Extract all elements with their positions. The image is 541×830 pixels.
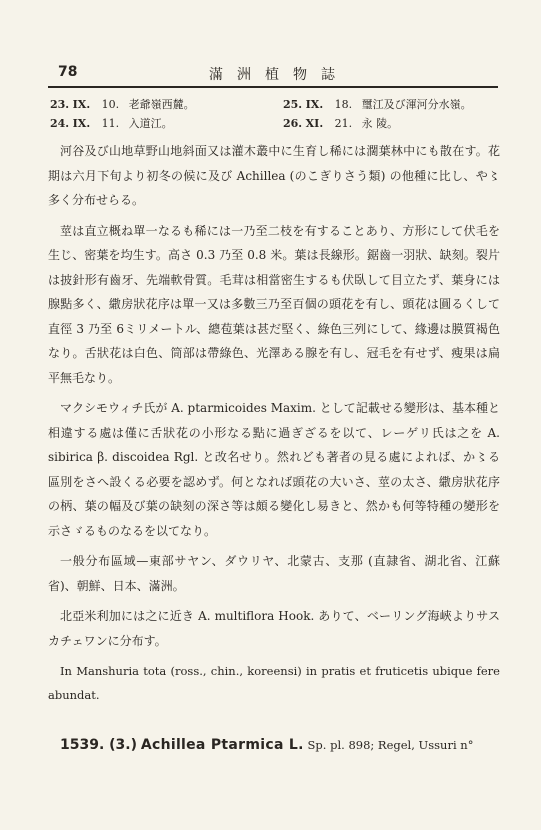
locality-index: 10. <box>101 98 120 111</box>
running-title: 滿洲植物誌 <box>209 67 349 83</box>
locality-row <box>50 96 500 115</box>
page-header <box>48 64 496 84</box>
locality-place: 永 陵。 <box>361 117 399 130</box>
locality-place: 入道江。 <box>128 117 173 130</box>
locality-month: XI. <box>305 117 324 130</box>
latin-summary-paragraph: In Manshuria tota (ross., chin., koreensi) in pratis et fruticetis ubique fere abundat. <box>48 664 500 702</box>
page-number: 78 <box>58 64 78 80</box>
header-rule <box>48 86 498 88</box>
locality-number: 26. <box>283 117 303 130</box>
locality-entry <box>50 115 173 131</box>
variety-note-paragraph: マクシモウィチ氏が A. ptarmicoides Maxim. として記載せる變形は、基本種と相違する處は僅に舌狀花の小形なる點に過ぎざるを以て、レーゲリ氏は之を A. sibirica β. discoidea Rgl. と改名せり。然れども著者の見る處によれば、か〻る區別をさへ設くる必要を認めず。何となれば頭花の大いさ、莖の太さ、繖房狀花序の柄、葉の幅及び葉の缺刻の深さ等は頗る變化し易きと、然かも何等特種の變形を示さゞるものなるを以てなり。 <box>48 401 500 538</box>
locality-month: IX. <box>72 98 91 111</box>
locality-place: 老爺嶺西麓。 <box>128 98 195 111</box>
species-name: Achillea Ptarmica L. <box>140 737 304 753</box>
locality-entry <box>283 115 398 131</box>
habitat-paragraph: 河谷及び山地草野山地斜面又は灌木叢中に生育し稀には濶葉林中にも散在す。花期は六月下旬より初冬の候に及び Achillea (のこぎりさう類) の他種に比し、や〻多く分布せらる。 <box>48 144 500 207</box>
locality-month: IX. <box>72 117 91 130</box>
locality-entry <box>50 96 195 112</box>
description-paragraph: 莖は直立概ね單一なるも稀には一乃至二枝を有することあり、方形にして伏毛を生じ、密葉を均生す。高さ 0.3 乃至 0.8 米。葉は長線形。鋸齒一羽狀、缺刻。裂片は披針形有齒牙、先端軟骨質。毛茸は相當密生するも伏臥して目立たず、葉身には腺點多く、繖房狀花序は單一又は多數三乃至百個の頭花を有し、頭花は圓るくして直徑 3 乃至 6ミリメートル、總苞葉は甚だ堅く、綠色三列にして、緣邊は膜質褐色なり。舌狀花は白色、筒部は帶綠色、光澤ある腺を有し、冠毛を有せず、瘦果は扁平無毛なり。 <box>48 223 500 385</box>
locality-number: 24. <box>50 117 70 130</box>
related-species-paragraph: 北亞米利加には之に近き A. multiflora Hook. ありて、ベーリング海峽よりサスカチェワンに分布す。 <box>48 609 500 648</box>
distribution-paragraph: 一般分布區域—東部サヤン、ダウリヤ、北蒙古、支那 (直隷省、湖北省、江蘇省)、朝鮮、日本、滿洲。 <box>48 554 500 593</box>
locality-row <box>50 115 500 134</box>
locality-number: 25. <box>283 98 303 111</box>
species-reference: Sp. pl. 898; Regel, Ussuri n° <box>307 738 474 752</box>
species-number: 1539. (3.) <box>60 737 138 753</box>
locality-index: 18. <box>334 98 353 111</box>
locality-index: 11. <box>101 117 120 130</box>
locality-index: 21. <box>334 117 353 130</box>
species-entry-heading <box>60 737 510 753</box>
locality-month: IX. <box>305 98 324 111</box>
locality-list <box>50 96 500 134</box>
locality-number: 23. <box>50 98 70 111</box>
locality-entry <box>283 96 472 112</box>
body-text <box>48 139 500 713</box>
locality-place: 璽江及び渾河分水嶺。 <box>361 98 472 111</box>
